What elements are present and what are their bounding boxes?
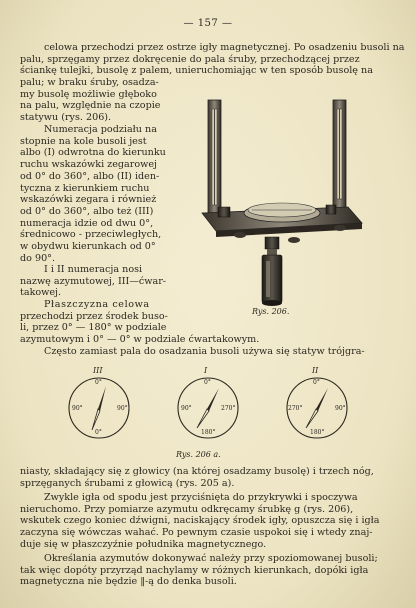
dial-label-bottom: 0° xyxy=(95,429,102,436)
figure-206a xyxy=(40,366,380,444)
paragraph-4 xyxy=(20,299,260,346)
dial-label-top: 0° xyxy=(204,379,211,386)
text-line: nazwę azymutowej, III—ćwar- xyxy=(20,275,167,287)
text-line: wskazówki zegara i również xyxy=(20,194,157,206)
text-line: ściankę tulejki, busolę z palem, unieruchomiając w ten sposób busolę na xyxy=(20,65,373,77)
text-line: albo (I) odwrotna do kierunku xyxy=(20,147,166,159)
dial-label-left: 90° xyxy=(181,405,192,412)
text-line: tak więc dopóty przyrząd nachylamy w różnych kierunkach, dopóki igła xyxy=(20,564,369,576)
dial-numeral: I xyxy=(204,366,208,375)
text-line: Płaszczyzna celowa xyxy=(44,299,150,310)
text-line: zaczyna się wówczas wahać. Po pewnym czasie uspokoi się i wtedy znaj- xyxy=(20,527,373,539)
paragraph-5: Często zamiast pala do osadzania busoli używa się statyw trójgra- xyxy=(44,346,365,357)
paragraph-1-continued xyxy=(20,77,190,124)
text-line: niasty, składający się z głowicy (na której osadzamy busolę) i trzech nóg, xyxy=(20,466,374,477)
text-line: nieruchomo. Przy pomiarze azymutu odkręcamy śrubkę g (rys. 206), xyxy=(20,503,354,515)
text-line: celowa przechodzi przez ostrze igły magnetycznej. Po osadzeniu busoli na xyxy=(44,42,405,53)
dial-label-top: 0° xyxy=(95,379,102,386)
text-line: ruchu wskazówki zegarowej xyxy=(20,159,158,171)
text-line: azymutowym i 0° — 0° w podziale ćwartakowym. xyxy=(20,334,260,346)
text-line: Określania azymutów dokonywać należy przy spoziomowanej busoli; xyxy=(44,553,378,564)
text-line: duje się w płaszczyźnie południka magnetycznego. xyxy=(20,538,267,550)
figure-206a-caption: Rys. 206 a. xyxy=(176,450,221,459)
page-number: — 157 — xyxy=(183,18,233,29)
paragraph-7 xyxy=(20,492,396,551)
paragraph-1 xyxy=(20,42,405,77)
dial-label-bottom: 180° xyxy=(201,429,216,436)
text-line: do 90°. xyxy=(20,252,56,264)
paragraph-6 xyxy=(20,466,396,489)
dial-numeral: III xyxy=(93,366,103,375)
dial-ii xyxy=(280,366,354,444)
text-line: tyczna z kierunkiem ruchu xyxy=(20,182,150,194)
dial-label-right: 270° xyxy=(221,405,236,412)
dial-label-left: 90° xyxy=(72,405,83,412)
dial-iii xyxy=(62,366,136,444)
figure-206-caption: Rys. 206. xyxy=(252,307,290,316)
text-line: przechodzi przez środek buso- xyxy=(20,310,168,322)
text-line: li, przez 0° — 180° w podziale xyxy=(20,322,167,334)
dial-i xyxy=(171,366,245,444)
paragraph-2 xyxy=(20,124,190,264)
text-line: magnetyczna nie będzie ‖-ą do denka busoli. xyxy=(20,576,237,588)
dial-label-left: 270° xyxy=(288,405,303,412)
text-line: od 0° do 360°, albo też (III) xyxy=(20,205,154,217)
paragraph-8 xyxy=(20,553,396,588)
text-line: palu; w braku śruby, osadza- xyxy=(20,77,159,88)
text-line: I i II numeracja nosi xyxy=(44,264,143,275)
compass-apparatus-illustration xyxy=(198,95,400,317)
text-line: od 0° do 360°, albo (II) iden- xyxy=(20,170,160,182)
dial-label-top: 0° xyxy=(313,379,320,386)
dial-label-bottom: 180° xyxy=(310,429,325,436)
text-line: palu, sprzęgamy przez dokręcenie do pala śruby, przechodzącej przez xyxy=(20,53,360,65)
text-line: w obydwu kierunkach od 0° xyxy=(20,241,156,253)
paragraph-3 xyxy=(20,264,190,299)
text-line: Numeracja podziału na xyxy=(44,124,157,135)
text-line: wskutek czego koniec dźwigni, naciskający środek igły, opuszcza się i igła xyxy=(20,515,380,527)
dial-label-right: 90° xyxy=(117,405,128,412)
text-line: takowej. xyxy=(20,287,62,299)
text-line: średnicowo - przeciwległych, xyxy=(20,229,162,241)
dial-numeral: II xyxy=(312,366,319,375)
text-line: na palu, względnie na czopie xyxy=(20,100,161,112)
text-line: numeracja idzie od dwu 0°, xyxy=(20,217,154,229)
figure-206 xyxy=(198,95,400,317)
text-line: statywu (rys. 206). xyxy=(20,112,112,124)
text-line: my busolę możliwie głęboko xyxy=(20,88,157,100)
text-line: Zwykle igła od spodu jest przyciśnięta do przykrywki i spoczywa xyxy=(44,492,358,503)
text-line: stopnie na kole busoli jest xyxy=(20,135,147,147)
dial-label-right: 90° xyxy=(335,405,346,412)
text-line: sprzęganych śrubami z głowicą (rys. 205 a). xyxy=(20,477,235,489)
